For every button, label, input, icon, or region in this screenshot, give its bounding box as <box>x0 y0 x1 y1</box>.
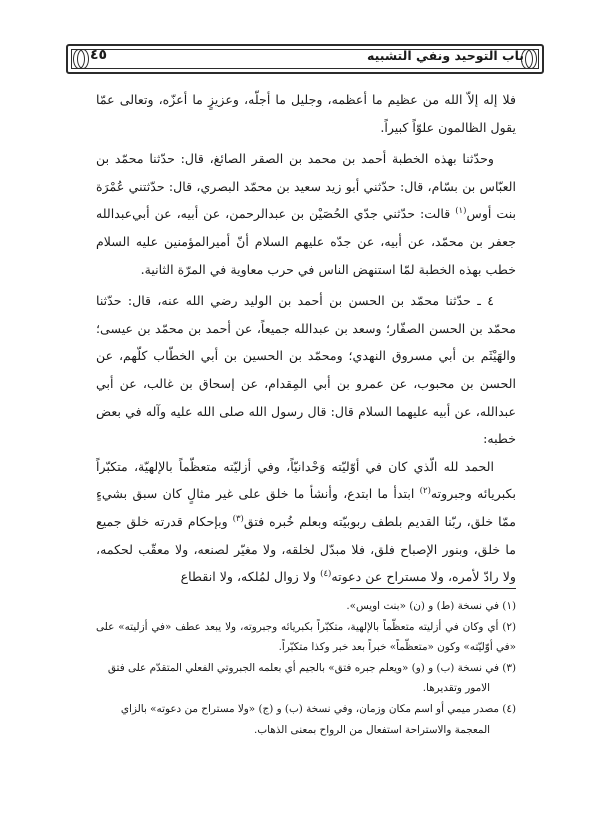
footnote-ref-1: (١) <box>455 206 467 217</box>
header-ornament-left-inner <box>77 49 89 69</box>
footnote-ref-3: (٣) <box>232 513 244 524</box>
footnotes <box>96 596 516 740</box>
page-number: ٤٥ <box>90 47 108 63</box>
paragraph-closing: فلا إله إلاّ الله من عظيم ما أعظمه، وجليل ما أجلّه، وعزيزٍ ما أعزّه، وتعالى عمّا يقول الظالمون علوّاً كبيراً. <box>96 92 516 135</box>
footnote-3-continued: الامور وتقديرها. <box>422 682 490 695</box>
footnote-4: (٤) مصدر ميمي أو اسم مكان وزمان، وفي نسخة (ب) و (ج) «ولا مستراح من دعوته» بالزاي <box>120 702 516 715</box>
footnote-ref-4: (٤) <box>320 568 332 579</box>
paragraph-sermon <box>96 453 516 591</box>
paragraph-chain-1-part-b: قالت: حدّثني جدّي الحُصَيْن بن عبدالرحمن، عن أبيه، عن أبي‌عبدالله جعفر بن محمّد، عن أبيه، عن جدّه عليهم السلام أنّ أميرالمؤمنين عليه السلام خطب بهذه الخطبة لمّا استنهض الناس في حرب معاوية في المرّة الثانية. <box>96 206 516 277</box>
sermon-part-a: الحمد لله الّذي كان في أوّليّته وَحْدانيّاً، وفي أزليّته متعظّماً بالإلهيّة، متكبّراً بكبريائه وجبروته <box>96 458 516 502</box>
sermon-part-d: ولا زوال لمُلكه، ولا انقطاع <box>180 569 321 585</box>
sermon-part-b: ابتدأ ما ابتدع، وأنشأ ما خلق على غير مثالٍ كان سبق بشيءٍ ممّا خلق، ربّنا القديم بلطف ربوبيّته وبعلم خُبره فتق <box>96 486 516 529</box>
footnote-3: (٣) في نسخة (ب) و (و) «ويعلم جبره فتق» بالجيم أي بعلمه الجبروتي الفعلي المتقدّم على فتق <box>107 661 516 674</box>
sermon-part-c: وبإحكام قدرته خلق جميع ما خلق، وبنور الإصباح فلق، فلا مبدّل لخلقه، ولا مغيّر لصنعه، ولا معقّب لحكمه، ولا رادّ لأمره، ولا مستراح عن دعوته <box>96 513 516 585</box>
paragraph-hadith-4: ٤ ـ حدّثنا محمّد بن الحسن بن أحمد بن الوليد رضي الله عنه، قال: حدّثنا محمّد بن الحسن الصفّار؛ وسعد بن عبدالله جميعاً، عن أحمد بن محمّد بن عيسى؛ والهَيْثَم بن أبي مسروق النهدي؛ ومحمّد بن الحسين بن أبي الخطّاب كلّهم، عن الحسن بن محبوب، عن عمرو بن أبي المِقدام، عن إسحاق بن غالب، عن أبي عبدالله، عن أبيه عليهما السلام قال: قال رسول الله صلى الله عليه وآله في بعض خطبه: <box>96 293 517 447</box>
chapter-title: باب التوحيد ونفي التشبيه <box>367 48 524 63</box>
paragraph-chain-1-part-a: وحدّثنا بهذه الخطبة أحمد بن محمد بن الصقر الصائغ، قال: حدّثنا محمّد بن العبّاس بن بسّام، قال: حدّثني أبو زيد سعيد بن محمّد البصري، قال: حدّثتني عُمْرَة بنت أوس <box>96 151 516 222</box>
running-header <box>66 44 544 74</box>
footnote-1: (١) في نسخة (ط) و (ن) «بنت اويس». <box>346 600 516 612</box>
footnote-separator <box>350 588 516 589</box>
footnote-ref-2: (٢) <box>419 486 431 497</box>
paragraph-chain-1 <box>96 145 516 283</box>
main-text <box>96 86 516 591</box>
footnote-4-continued: المعجمة والاستراحة استفعال من الرواح بمعنى الذهاب. <box>254 723 490 736</box>
footnote-2: (٢) أي وكان في أزليته متعظّماً بالإلهية، متكبّراً بكبريائه وجبروته، ولا يبعد عطف «في أزليته» على «في أوّليّته» وكون «متعظّماً» خبراً بعد خبر وكذا متكبّراً. <box>96 620 516 654</box>
